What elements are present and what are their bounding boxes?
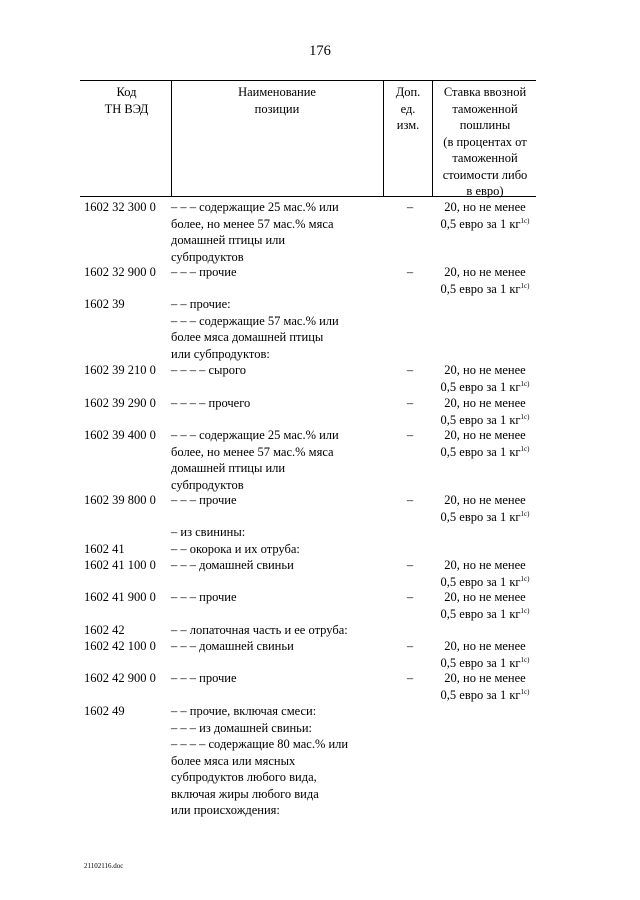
header-code (84, 84, 169, 117)
row-rate-line (432, 362, 538, 379)
row-rate-line (432, 444, 538, 461)
footnote-ref: 1с) (520, 655, 530, 664)
rate-text: 0,5 евро за 1 кг (440, 412, 521, 427)
rate-text: 20, но не менее (444, 671, 526, 685)
rate-text: 20, но не менее (444, 396, 526, 410)
page-number: 176 (309, 43, 331, 59)
rate-text: 0,5 евро за 1 кг (440, 574, 521, 589)
row-name-line: – – – содержащие 25 мас.% или (171, 428, 339, 442)
footnote-ref: 1с) (520, 509, 530, 518)
header-line: Доп. (395, 85, 421, 99)
row-code: 1602 42 100 0 (84, 639, 156, 653)
col-divider-1 (171, 80, 172, 196)
footnote-ref: 1с) (520, 444, 530, 453)
header-line: таможенной (452, 151, 518, 165)
row-rate (432, 638, 538, 671)
rate-text: 20, но не менее (444, 639, 526, 653)
row-rate-line (432, 589, 538, 606)
row-name-line: – – – прочие (171, 493, 237, 507)
row-name-line: – – – из домашней свиньи: (171, 720, 312, 735)
row-rate-line (432, 509, 538, 526)
row-name-line: – – – прочие (171, 590, 237, 604)
footnote-ref: 1с) (520, 574, 530, 583)
row-rate (432, 199, 538, 232)
footer-filename: 21102116.doc (84, 862, 124, 870)
row-name (171, 703, 386, 819)
row-name-line: – – – – содержащие 80 мас.% или (171, 737, 349, 751)
footnote-ref: 1с) (520, 687, 530, 696)
row-code: 1602 32 900 0 (84, 265, 156, 279)
header-line: (в процентах от (443, 134, 527, 149)
row-rate-line (432, 492, 538, 509)
row-name-line: – – прочие: (171, 297, 231, 311)
rate-text: 0,5 евро за 1 кг (440, 444, 521, 459)
footnote-ref: 1с) (520, 281, 530, 290)
row-code: 1602 41 (84, 542, 125, 556)
footnote-ref: 1с) (520, 412, 530, 421)
row-rate-line (432, 606, 538, 623)
rate-text: 0,5 евро за 1 кг (440, 606, 521, 621)
row-name-line: более мяса или мясных (171, 753, 296, 768)
row-code: 1602 49 (84, 704, 125, 718)
row-name-line: – – – содержащие 57 мас.% или (171, 313, 339, 328)
row-name (171, 670, 386, 687)
row-name-line: – – – – сырого (171, 363, 247, 377)
row-rate (432, 362, 538, 395)
row-unit: – (406, 396, 414, 410)
row-unit: – (406, 363, 414, 377)
header-rate (434, 84, 536, 200)
row-unit: – (406, 493, 414, 507)
row-rate (432, 589, 538, 622)
row-name (171, 427, 386, 493)
row-name (171, 557, 386, 574)
header-line: таможенной (452, 101, 518, 116)
header-line: Код (116, 85, 137, 99)
row-code: 1602 39 210 0 (84, 363, 156, 377)
row-rate-line (432, 395, 538, 412)
row-rate (432, 264, 538, 297)
header-line: позиции (254, 101, 300, 116)
row-rate-line (432, 427, 538, 444)
row-rate (432, 492, 538, 525)
row-name-line: – – – прочие (171, 265, 237, 279)
row-name (171, 199, 386, 265)
rate-text: 20, но не менее (444, 493, 526, 507)
row-name (171, 622, 386, 639)
row-name-line: субпродуктов (171, 477, 244, 492)
row-rate (432, 427, 538, 460)
row-name-line: – – прочие, включая смеси: (171, 704, 317, 718)
row-code: 1602 39 800 0 (84, 493, 156, 507)
row-rate-line (432, 638, 538, 655)
row-rate-line (432, 379, 538, 396)
row-name-line: или субпродуктов: (171, 346, 270, 361)
row-name-line: субпродуктов любого вида, (171, 770, 317, 784)
row-rate (432, 395, 538, 428)
row-name-line: – – – домашней свиньи (171, 639, 294, 653)
row-rate-line (432, 199, 538, 216)
rate-text: 0,5 евро за 1 кг (440, 655, 521, 670)
header-line: Наименование (238, 85, 316, 99)
row-code: 1602 39 (84, 297, 125, 311)
footnote-ref: 1с) (520, 606, 530, 615)
header-line: ед. (400, 101, 416, 116)
row-rate (432, 557, 538, 590)
row-rate-line (432, 557, 538, 574)
header-line: Ставка ввозной (443, 85, 527, 99)
row-code: 1602 32 300 0 (84, 200, 156, 214)
header-line: ТН ВЭД (104, 101, 149, 116)
header-unit (385, 84, 431, 134)
row-rate-line (432, 216, 538, 233)
row-rate-line (432, 670, 538, 687)
row-rate-line (432, 687, 538, 704)
row-rate-line (432, 655, 538, 672)
footnote-ref: 1с) (520, 216, 530, 225)
row-name-line: домашней птицы или (171, 233, 286, 247)
header-line: стоимости либо (442, 167, 528, 182)
rate-text: 20, но не менее (444, 265, 526, 279)
header-line: изм. (396, 118, 420, 132)
rate-text: 0,5 евро за 1 кг (440, 687, 521, 702)
rate-text: 0,5 евро за 1 кг (440, 281, 521, 296)
row-name (171, 589, 386, 606)
row-unit: – (406, 200, 414, 214)
col-divider-2 (383, 80, 384, 196)
row-code: 1602 42 900 0 (84, 671, 156, 685)
header-line: пошлины (459, 118, 511, 132)
row-name-line: – из свинины: (171, 525, 246, 539)
row-unit: – (406, 590, 414, 604)
row-unit: – (406, 558, 414, 572)
row-name-line: или происхождения: (171, 803, 280, 817)
row-unit: – (406, 639, 414, 653)
row-name-line: – – окорока и их отруба: (171, 542, 300, 556)
row-name (171, 492, 386, 509)
row-name (171, 296, 386, 362)
row-name-line: – – – прочие (171, 671, 237, 685)
row-rate-line (432, 574, 538, 591)
row-rate-line (432, 264, 538, 281)
rate-text: 20, но не менее (444, 200, 526, 214)
row-rate-line (432, 281, 538, 298)
row-name-line: – – – – прочего (171, 396, 251, 410)
row-name (171, 362, 386, 379)
rate-text: 0,5 евро за 1 кг (440, 509, 521, 524)
row-name-line: более мяса домашней птицы (171, 330, 324, 344)
row-unit: – (406, 265, 414, 279)
row-name-line: домашней птицы или (171, 461, 286, 475)
header-name (173, 84, 381, 117)
header-line: в евро) (466, 184, 504, 198)
row-name-line: – – лопаточная часть и ее отруба: (171, 623, 348, 637)
row-unit: – (406, 671, 414, 685)
row-name-line: включая жиры любого вида (171, 786, 319, 801)
row-name (171, 541, 386, 558)
footnote-ref: 1с) (520, 379, 530, 388)
row-name (171, 638, 386, 655)
row-name (171, 395, 386, 412)
rate-text: 0,5 евро за 1 кг (440, 216, 521, 231)
row-name-line: – – – домашней свиньи (171, 558, 294, 572)
rate-text: 0,5 евро за 1 кг (440, 379, 521, 394)
row-name-line: более, но менее 57 мас.% мяса (171, 444, 334, 459)
rate-text: 20, но не менее (444, 590, 526, 604)
row-name-line: субпродуктов (171, 249, 244, 264)
row-rate (432, 670, 538, 703)
header-top-rule (80, 80, 536, 81)
row-code: 1602 41 900 0 (84, 590, 156, 604)
rate-text: 20, но не менее (444, 428, 526, 442)
rate-text: 20, но не менее (444, 363, 526, 377)
row-unit: – (406, 428, 414, 442)
row-name-line: более, но менее 57 мас.% мяса (171, 216, 334, 231)
rate-text: 20, но не менее (444, 558, 526, 572)
row-name-line: – – – содержащие 25 мас.% или (171, 200, 339, 214)
row-code: 1602 42 (84, 623, 125, 637)
col-divider-3 (432, 80, 433, 196)
row-name (171, 524, 386, 541)
row-code: 1602 39 290 0 (84, 396, 156, 410)
row-rate-line (432, 412, 538, 429)
row-code: 1602 39 400 0 (84, 428, 156, 442)
row-name (171, 264, 386, 281)
row-code: 1602 41 100 0 (84, 558, 156, 572)
